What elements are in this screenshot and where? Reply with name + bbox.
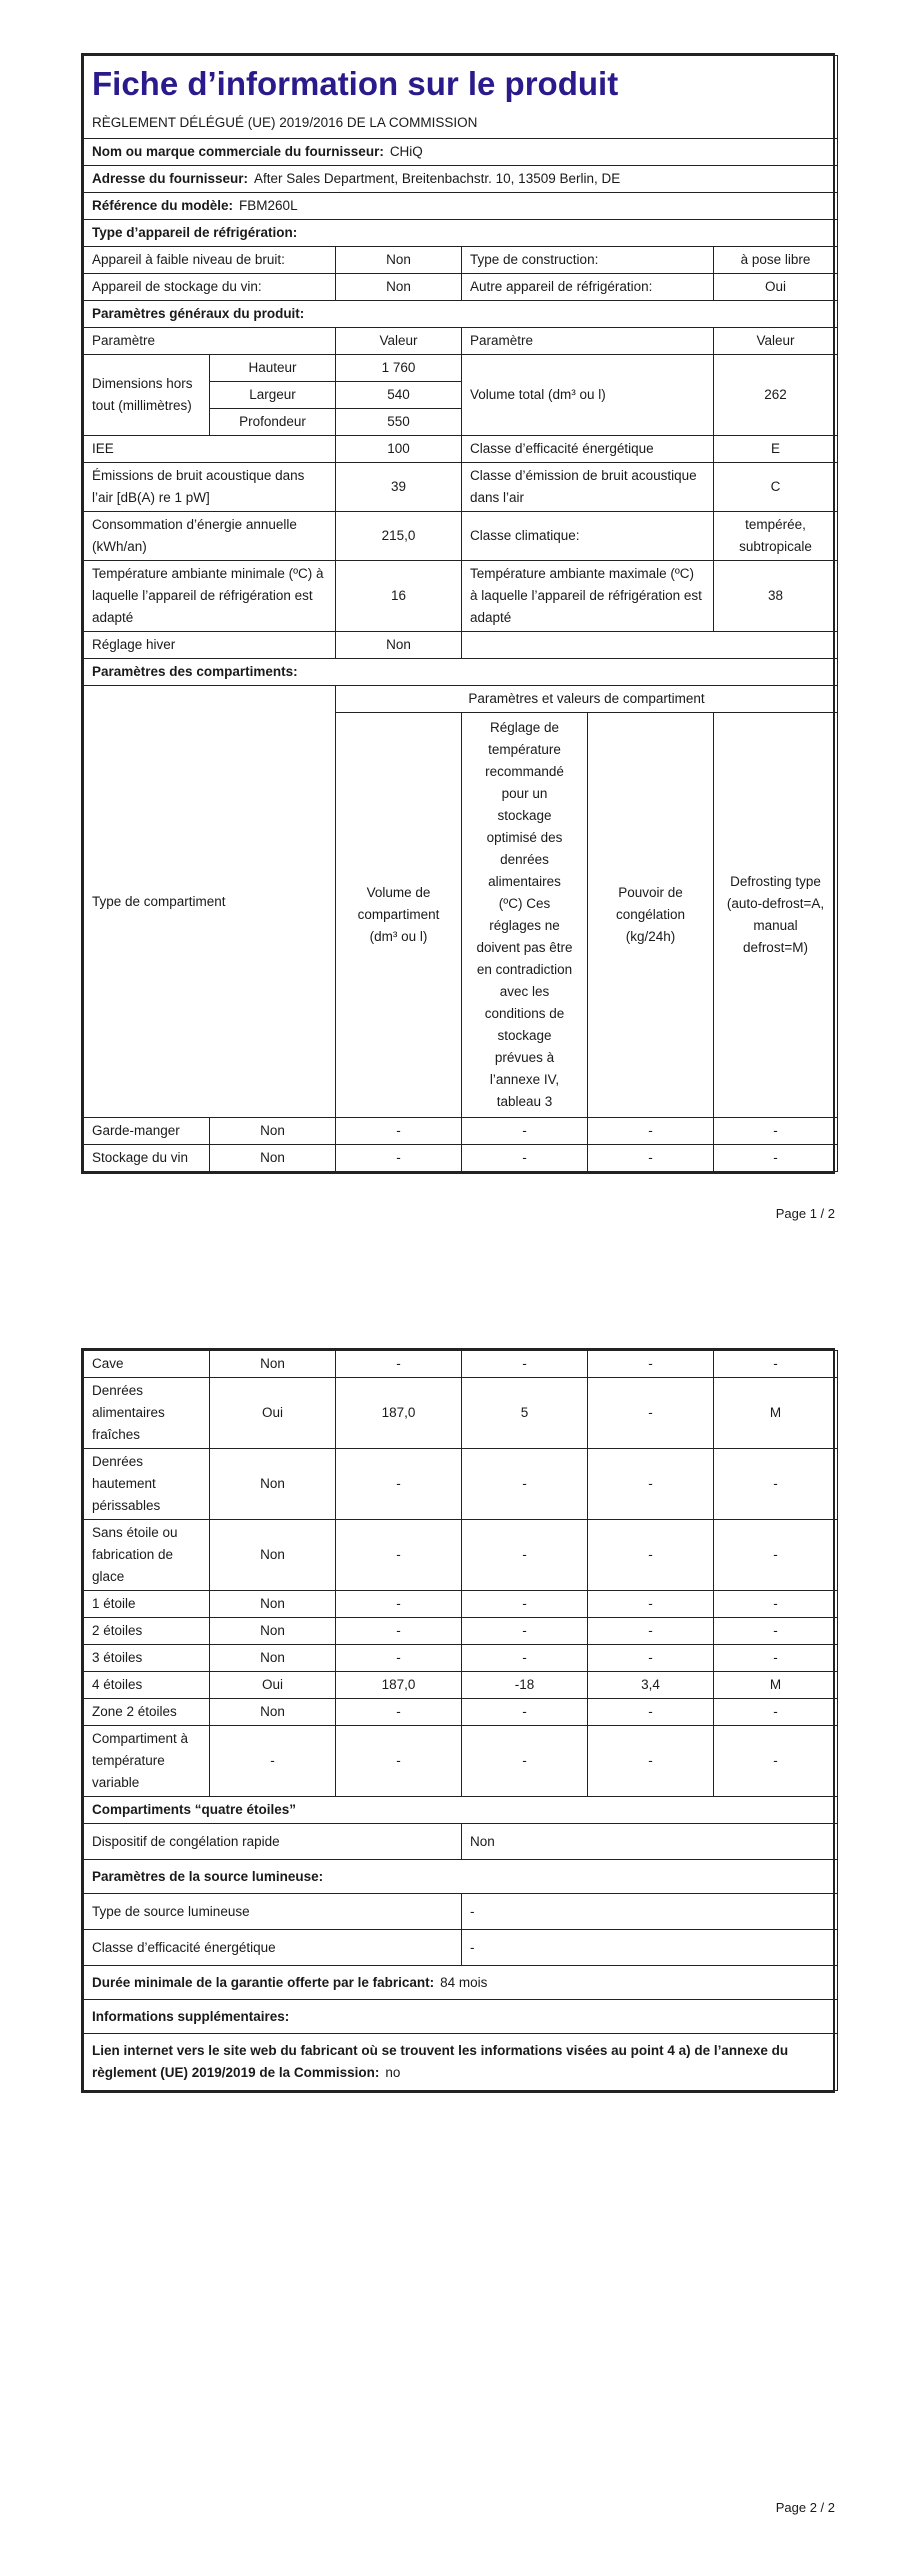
- compartment-defrost: -: [714, 1520, 838, 1591]
- compartment-row: [84, 1672, 838, 1699]
- max-temp-value: 38: [714, 561, 838, 632]
- compartment-freeze: -: [588, 1449, 714, 1520]
- min-temp-value: 16: [336, 561, 462, 632]
- page-number-1: Page 1 / 2: [775, 1206, 835, 1221]
- compartment-defrost: -: [714, 1618, 838, 1645]
- eei-label: IEE: [84, 436, 336, 463]
- compartment-freeze: 3,4: [588, 1672, 714, 1699]
- compartment-freeze: -: [588, 1520, 714, 1591]
- compartment-defrost: -: [714, 1351, 838, 1378]
- supplier-name-label: Nom ou marque commerciale du fournisseur:: [92, 144, 384, 159]
- compartment-defrost: -: [714, 1699, 838, 1726]
- winter-setting-value: Non: [336, 632, 462, 659]
- compartment-freeze: -: [588, 1145, 714, 1172]
- compartment-defrost: -: [714, 1726, 838, 1797]
- compartment-row: [84, 1726, 838, 1797]
- noise-emission-label: Émissions de bruit acoustique dans l’air [dB(A) re 1 pW]: [84, 463, 336, 512]
- compartment-defrost: -: [714, 1645, 838, 1672]
- model-reference-label: Référence du modèle:: [92, 198, 234, 213]
- light-type-value: -: [462, 1894, 838, 1930]
- compartment-defrost: -: [714, 1591, 838, 1618]
- general-params-heading: Paramètres généraux du produit:: [84, 301, 838, 328]
- compartment-type-label: Type de compartiment: [84, 686, 336, 1118]
- width-value: 540: [336, 382, 462, 409]
- column-header-freezing: Pouvoir de congélation (kg/24h): [588, 713, 714, 1118]
- compartment-present: Oui: [210, 1672, 336, 1699]
- manufacturer-link-value: no: [385, 2065, 401, 2080]
- appliance-type-heading: Type d’appareil de réfrigération:: [84, 220, 838, 247]
- compartment-defrost: M: [714, 1378, 838, 1449]
- info-table-page-2: [83, 1350, 838, 2091]
- depth-value: 550: [336, 409, 462, 436]
- winter-setting-label: Réglage hiver: [84, 632, 336, 659]
- column-header-parameter-2: Paramètre: [462, 328, 714, 355]
- compartment-volume: -: [336, 1449, 462, 1520]
- compartment-present: Non: [210, 1449, 336, 1520]
- compartment-row: [84, 1591, 838, 1618]
- wine-storage-value: Non: [336, 274, 462, 301]
- regulation-reference: RÈGLEMENT DÉLÉGUÉ (UE) 2019/2016 DE LA COMMISSION: [92, 115, 478, 130]
- info-table-page-1: [83, 55, 838, 1172]
- supplier-address-value: After Sales Department, Breitenbachstr. 10, 13509 Berlin, DE: [254, 171, 621, 186]
- compartment-freeze: -: [588, 1726, 714, 1797]
- column-header-value: Valeur: [336, 328, 462, 355]
- compartment-freeze: -: [588, 1351, 714, 1378]
- compartment-volume: -: [336, 1351, 462, 1378]
- compartment-name: Denrées hautement périssables: [84, 1449, 210, 1520]
- compartment-row: [84, 1520, 838, 1591]
- eei-value: 100: [336, 436, 462, 463]
- compartment-present: Non: [210, 1645, 336, 1672]
- compartment-row: [84, 1351, 838, 1378]
- product-sheet-page-2: [81, 1348, 835, 2093]
- compartment-temp: -: [462, 1591, 588, 1618]
- climate-class-value: tempérée, subtropicale: [714, 512, 838, 561]
- compartment-name: Stockage du vin: [84, 1145, 210, 1172]
- construction-value: à pose libre: [714, 247, 838, 274]
- energy-consumption-label: Consommation d’énergie annuelle (kWh/an): [84, 512, 336, 561]
- compartment-present: Non: [210, 1118, 336, 1145]
- column-header-parameter: Paramètre: [84, 328, 336, 355]
- compartment-temp: -: [462, 1726, 588, 1797]
- width-label: Largeur: [210, 382, 336, 409]
- low-noise-value: Non: [336, 247, 462, 274]
- construction-label: Type de construction:: [462, 247, 714, 274]
- compartment-freeze: -: [588, 1645, 714, 1672]
- energy-class-value: E: [714, 436, 838, 463]
- compartment-row: [84, 1145, 838, 1172]
- compartment-row: [84, 1645, 838, 1672]
- four-star-heading: Compartiments “quatre étoiles”: [84, 1797, 838, 1824]
- compartment-row: [84, 1118, 838, 1145]
- supplier-name-value: CHiQ: [389, 144, 423, 159]
- compartment-volume: -: [336, 1699, 462, 1726]
- compartment-temp: -18: [462, 1672, 588, 1699]
- light-class-label: Classe d’efficacité énergétique: [84, 1930, 462, 1966]
- compartment-volume: 187,0: [336, 1378, 462, 1449]
- compartment-name: Denrées alimentaires fraîches: [84, 1378, 210, 1449]
- page-2: [0, 1260, 905, 2560]
- compartment-name: Cave: [84, 1351, 210, 1378]
- compartment-volume: -: [336, 1591, 462, 1618]
- compartment-defrost: -: [714, 1118, 838, 1145]
- extra-info-heading: Informations supplémentaires:: [84, 2000, 838, 2034]
- column-header-temperature: Réglage de température recommandé pour un stockage optimisé des denrées alimentaires (ºC) Ces réglages ne doivent pas être en contradiction avec les conditions de stockage prévues à l’annexe IV, tableau 3: [462, 713, 588, 1118]
- compartment-params-header: Paramètres et valeurs de compartiment: [336, 686, 838, 713]
- compartment-present: Non: [210, 1145, 336, 1172]
- noise-class-value: C: [714, 463, 838, 512]
- total-volume-label: Volume total (dm³ ou l): [462, 355, 714, 436]
- compartment-volume: -: [336, 1645, 462, 1672]
- document-title: Fiche d’information sur le produit: [92, 65, 619, 102]
- compartment-freeze: -: [588, 1378, 714, 1449]
- dimensions-label: Dimensions hors tout (millimètres): [84, 355, 210, 436]
- compartment-name: Garde-manger: [84, 1118, 210, 1145]
- compartment-volume: 187,0: [336, 1672, 462, 1699]
- compartment-volume: -: [336, 1520, 462, 1591]
- empty-cell: [462, 632, 838, 659]
- page-number-2: Page 2 / 2: [775, 2500, 835, 2515]
- energy-class-label: Classe d’efficacité énergétique: [462, 436, 714, 463]
- compartment-temp: -: [462, 1145, 588, 1172]
- compartment-present: Non: [210, 1618, 336, 1645]
- compartment-temp: -: [462, 1699, 588, 1726]
- light-class-value: -: [462, 1930, 838, 1966]
- depth-label: Profondeur: [210, 409, 336, 436]
- compartment-temp: -: [462, 1618, 588, 1645]
- compartment-row: [84, 1699, 838, 1726]
- supplier-name-row: [84, 139, 838, 166]
- fast-freeze-value: Non: [462, 1824, 838, 1860]
- compartment-volume: -: [336, 1618, 462, 1645]
- compartment-temp: -: [462, 1118, 588, 1145]
- model-reference-row: [84, 193, 838, 220]
- height-label: Hauteur: [210, 355, 336, 382]
- noise-class-label: Classe d’émission de bruit acoustique dans l’air: [462, 463, 714, 512]
- compartment-temp: -: [462, 1520, 588, 1591]
- energy-consumption-value: 215,0: [336, 512, 462, 561]
- column-header-volume: Volume de compartiment (dm³ ou l): [336, 713, 462, 1118]
- compartment-present: Non: [210, 1520, 336, 1591]
- compartment-name: Sans étoile ou fabrication de glace: [84, 1520, 210, 1591]
- compartment-params-heading: Paramètres des compartiments:: [84, 659, 838, 686]
- light-type-label: Type de source lumineuse: [84, 1894, 462, 1930]
- compartment-name: Zone 2 étoiles: [84, 1699, 210, 1726]
- total-volume-value: 262: [714, 355, 838, 436]
- page-1: [0, 0, 905, 1260]
- compartment-present: Oui: [210, 1378, 336, 1449]
- wine-storage-label: Appareil de stockage du vin:: [84, 274, 336, 301]
- manufacturer-link-label: Lien internet vers le site web du fabricant où se trouvent les informations visées au point 4 a) de l’annexe du règlement (UE) 2019/2019 de la Commission:: [92, 2043, 789, 2080]
- compartment-rows: [84, 1351, 838, 1797]
- compartment-freeze: -: [588, 1618, 714, 1645]
- other-appliance-value: Oui: [714, 274, 838, 301]
- title-cell: [84, 56, 838, 139]
- product-sheet-page-1: [81, 53, 835, 1174]
- supplier-address-row: [84, 166, 838, 193]
- compartment-name: 1 étoile: [84, 1591, 210, 1618]
- supplier-address-label: Adresse du fournisseur:: [92, 171, 249, 186]
- other-appliance-label: Autre appareil de réfrigération:: [462, 274, 714, 301]
- compartment-name: Compartiment à température variable: [84, 1726, 210, 1797]
- compartment-temp: -: [462, 1449, 588, 1520]
- compartment-freeze: -: [588, 1118, 714, 1145]
- compartment-present: Non: [210, 1699, 336, 1726]
- light-source-heading: Paramètres de la source lumineuse:: [84, 1860, 838, 1894]
- warranty-label: Durée minimale de la garantie offerte par le fabricant:: [92, 1974, 435, 1990]
- compartment-present: Non: [210, 1351, 336, 1378]
- compartment-row: [84, 1449, 838, 1520]
- manufacturer-link-row: [84, 2034, 838, 2091]
- noise-emission-value: 39: [336, 463, 462, 512]
- compartment-row: [84, 1378, 838, 1449]
- compartment-row: [84, 1618, 838, 1645]
- compartment-name: 2 étoiles: [84, 1618, 210, 1645]
- compartment-present: Non: [210, 1591, 336, 1618]
- column-header-defrost: Defrosting type (auto-defrost=A, manual defrost=M): [714, 713, 838, 1118]
- compartment-temp: -: [462, 1351, 588, 1378]
- compartment-temp: -: [462, 1645, 588, 1672]
- compartment-defrost: M: [714, 1672, 838, 1699]
- compartment-defrost: -: [714, 1449, 838, 1520]
- compartment-name: 3 étoiles: [84, 1645, 210, 1672]
- compartment-volume: -: [336, 1726, 462, 1797]
- compartment-temp: 5: [462, 1378, 588, 1449]
- compartment-volume: -: [336, 1145, 462, 1172]
- max-temp-label: Température ambiante maximale (ºC) à laquelle l’appareil de réfrigération est adapté: [462, 561, 714, 632]
- fast-freeze-label: Dispositif de congélation rapide: [84, 1824, 462, 1860]
- compartment-freeze: -: [588, 1591, 714, 1618]
- warranty-row: [84, 1966, 838, 2000]
- warranty-value: 84 mois: [440, 1974, 488, 1990]
- height-value: 1 760: [336, 355, 462, 382]
- min-temp-label: Température ambiante minimale (ºC) à laquelle l’appareil de réfrigération est adapté: [84, 561, 336, 632]
- compartment-present: -: [210, 1726, 336, 1797]
- climate-class-label: Classe climatique:: [462, 512, 714, 561]
- model-reference-value: FBM260L: [239, 198, 298, 213]
- compartment-volume: -: [336, 1118, 462, 1145]
- column-header-value-2: Valeur: [714, 328, 838, 355]
- compartment-defrost: -: [714, 1145, 838, 1172]
- low-noise-label: Appareil à faible niveau de bruit:: [84, 247, 336, 274]
- compartment-name: 4 étoiles: [84, 1672, 210, 1699]
- compartment-freeze: -: [588, 1699, 714, 1726]
